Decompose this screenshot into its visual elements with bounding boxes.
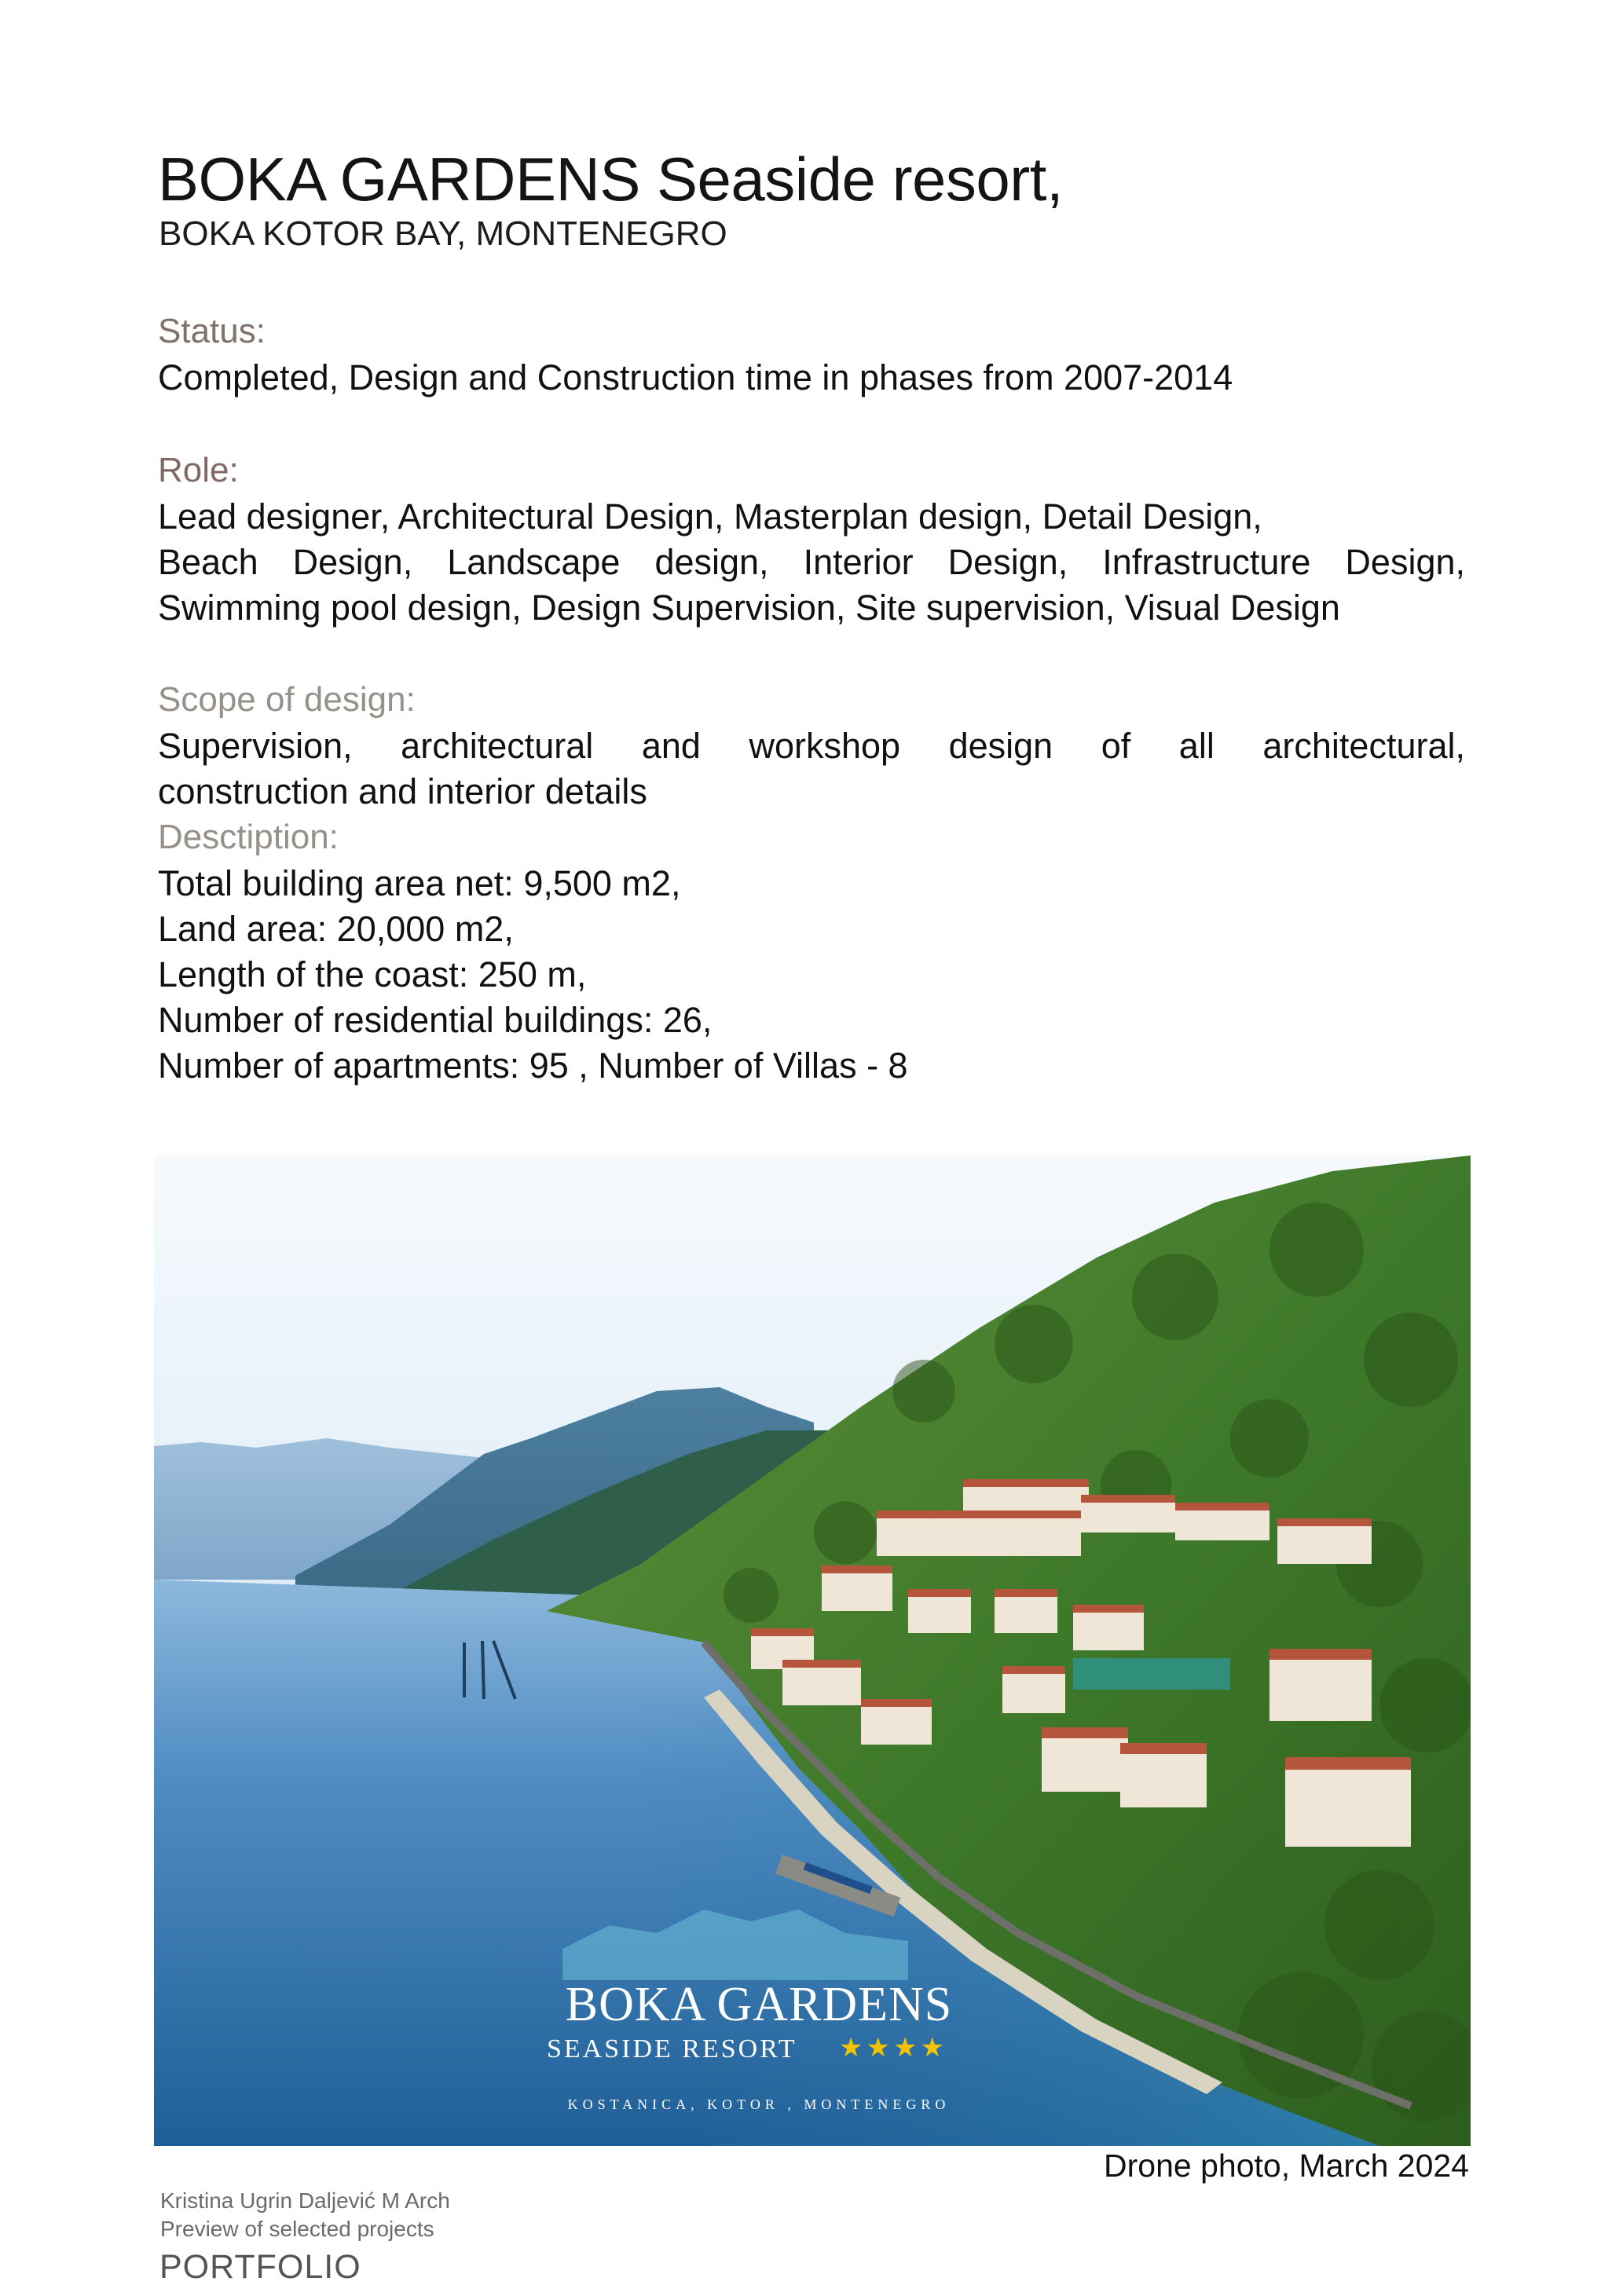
scope-label: Scope of design: [158,680,416,719]
footer-author: Kristina Ugrin Daljević M Arch [160,2188,450,2213]
status-label: Status: [158,312,266,350]
description-line-5: Number of apartments: 95 , Number of Villas - 8 [158,1045,908,1086]
description-label: Desctiption: [158,818,339,856]
project-title: BOKA GARDENS Seaside resort, [158,145,1064,214]
description-line-3: Length of the coast: 250 m, [158,954,587,994]
description-line-2: Land area: 20,000 m2, [158,909,514,949]
role-label: Role: [158,451,239,489]
scope-line-2: construction and interior details [158,771,647,811]
description-line-1: Total building area net: 9,500 m2, [158,863,681,903]
project-location: BOKA KOTOR BAY, MONTENEGRO [159,214,727,253]
tennis-court [1073,1658,1230,1690]
logo-title: BOKA GARDENS [565,1978,953,2031]
role-line-2: Beach Design, Landscape design, Interior Design, Infrastructure Design, [158,542,1465,582]
description-text [158,861,908,1089]
footer-portfolio: PORTFOLIO [159,2248,361,2286]
footer-preview: Preview of selected projects [160,2217,434,2241]
drone-photo [154,1155,1471,2146]
scope-text [158,723,1465,815]
description-line-4: Number of residential buildings: 26, [158,1000,713,1040]
role-text [158,494,1465,631]
logo-subtitle: SEASIDE RESORT [547,2034,797,2063]
role-line-1: Lead designer, Architectural Design, Masterplan design, Detail Design, [158,496,1262,536]
status-text: Completed, Design and Construction time in phases from 2007-2014 [158,357,1233,397]
resort-logo [547,1941,1050,2129]
photo-caption: Drone photo, March 2024 [1104,2148,1469,2184]
scope-line-1: Supervision, architectural and workshop design of all architectural, [158,726,1465,766]
role-line-3: Swimming pool design, Design Supervision, Site supervision, Visual Design [158,588,1340,628]
star-rating-icon: ★★★★ [839,2033,947,2063]
logo-location: KOSTANICA, KOTOR , MONTENEGRO [567,2096,951,2112]
